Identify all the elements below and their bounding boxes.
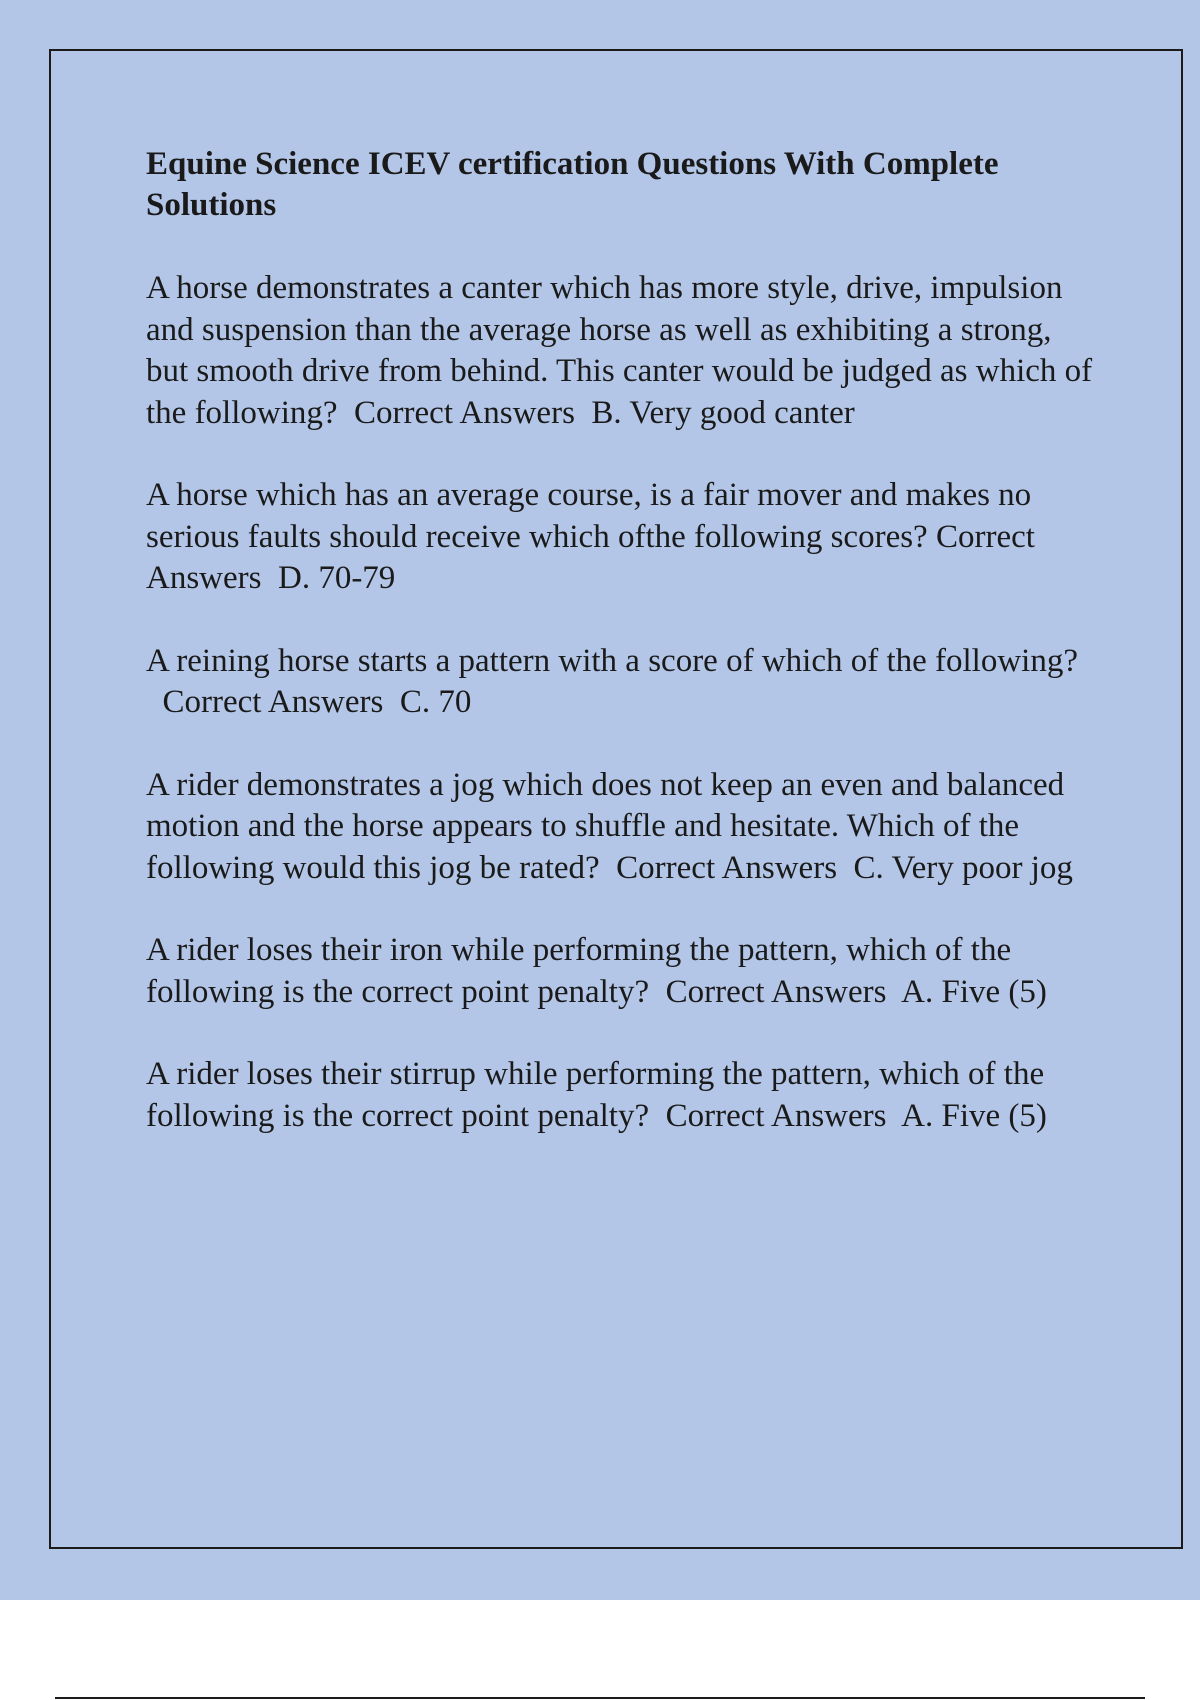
question-text: A reining horse starts a pattern with a score of which of the following? bbox=[146, 642, 1078, 679]
qa-item bbox=[146, 930, 1096, 1013]
answer-text: D. 70-79 bbox=[277, 560, 396, 596]
footer-divider bbox=[55, 1697, 1145, 1699]
qa-item bbox=[146, 765, 1096, 890]
qa-item bbox=[146, 268, 1096, 434]
answer-text: C. Very poor jog bbox=[853, 849, 1073, 886]
qa-item bbox=[146, 1054, 1096, 1137]
question-text: A horse demonstrates a canter which has more style, drive, impulsion and suspension than the average horse as well as exhibiting a strong, but smooth drive from behind. This canter would be judged as which of the following? bbox=[146, 270, 1093, 431]
document-body bbox=[146, 144, 1096, 1178]
question-text: A horse which has an average course, is a fair mover and makes no serious faults should receive which ofthe following scores? bbox=[146, 477, 1032, 555]
document-title: Equine Science ICEV certification Questions With Complete Solutions bbox=[146, 146, 999, 223]
answer-prefix: Correct Answers bbox=[354, 394, 575, 431]
answer-prefix: Correct Answers bbox=[665, 1097, 887, 1134]
answer-text: B. Very good canter bbox=[591, 394, 855, 431]
answer-prefix: Correct Answers bbox=[665, 973, 887, 1010]
answer-prefix: Correct Answers bbox=[146, 518, 1035, 596]
question-text: A rider loses their iron while performing the pattern, which of the following is the correct point penalty? bbox=[146, 932, 1012, 1010]
answer-text: A. Five (5) bbox=[901, 1097, 1047, 1134]
qa-item bbox=[146, 475, 1096, 600]
question-text: A rider loses their stirrup while performing the pattern, which of the following is the correct point penalty? bbox=[146, 1056, 1045, 1134]
answer-text: C. 70 bbox=[399, 684, 472, 720]
answer-text: A. Five (5) bbox=[901, 973, 1047, 1010]
question-text: A rider demonstrates a jog which does not keep an even and balanced motion and the horse appears to shuffle and hesitate. Which of the following would this jog be rated? bbox=[146, 766, 1065, 886]
answer-prefix: Correct Answers bbox=[616, 849, 838, 886]
answer-prefix: Correct Answers bbox=[162, 684, 384, 720]
qa-item bbox=[146, 641, 1096, 724]
